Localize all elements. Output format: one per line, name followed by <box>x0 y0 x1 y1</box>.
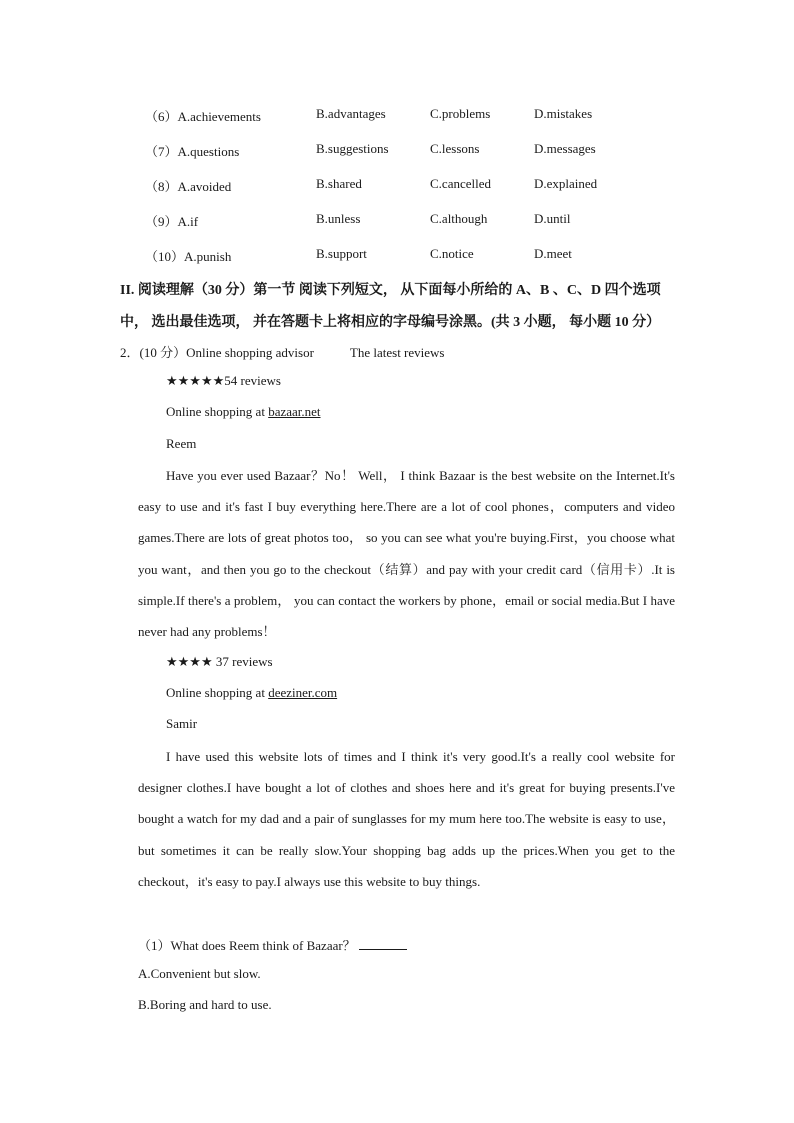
option-8-c: C.cancelled <box>430 176 491 191</box>
option-10-c: C.notice <box>430 246 474 261</box>
option-row-8: （8）A.avoided <box>145 179 232 194</box>
review2-text: I have used this website lots of times and I think it's very good.It's a really cool website for designer clothes.I have bought a lot of clothes and shoes here and it's great for buying presents.I've bought a watch for my dad and a pair of sunglasses for my mum here too.The website is easy to use，but sometimes it can be really slow.Your shopping bag adds up the prices.When you get to the checkout，it's easy to pay.I always use this website to buy things. <box>138 749 675 889</box>
option-6-c: C.problems <box>430 106 491 121</box>
choice-b: B.Boring and hard to use. <box>138 997 272 1012</box>
option-6-b: B.advantages <box>316 106 386 121</box>
option-8-b: B.shared <box>316 176 362 191</box>
option-row-6: （6）A.achievements <box>145 109 261 124</box>
answer-blank[interactable] <box>359 938 407 950</box>
review1-site: Online shopping at bazaar.net <box>166 404 321 419</box>
option-row-9: （9）A.if <box>145 214 199 229</box>
section-heading-line2: 中， 选出最佳选项， 并在答题卡上将相应的字母编号涂黑。(共 3 小题， 每小题 10 分） <box>120 315 661 330</box>
option-10-b: B.support <box>316 246 367 261</box>
option-row-7: （7）A.questions <box>145 144 240 159</box>
question-title: 2．(10 分）Online shopping advisor <box>120 345 314 360</box>
option-9-c: C.although <box>430 211 488 226</box>
review1-rating: ★★★★★54 reviews <box>166 373 281 388</box>
choice-a: A.Convenient but slow. <box>138 966 261 981</box>
option-row-10: （10）A.punish <box>145 249 232 264</box>
option-8-d: D.explained <box>534 176 598 191</box>
option-10-d: D.meet <box>534 246 572 261</box>
review1-author: Reem <box>166 436 197 451</box>
review2-rating: ★★★★ 37 reviews <box>166 654 273 669</box>
option-9-d: D.until <box>534 211 571 226</box>
question-header <box>120 342 444 361</box>
option-9-b: B.unless <box>316 211 361 226</box>
question-subtitle: The latest reviews <box>349 345 445 360</box>
option-6-d: D.mistakes <box>534 106 593 121</box>
option-7-d: D.messages <box>534 141 596 156</box>
option-7-b: B.suggestions <box>316 141 389 156</box>
review2-author: Samir <box>166 716 198 731</box>
review1-site-link[interactable]: bazaar.net <box>268 404 321 419</box>
review2-site: Online shopping at deeziner.com <box>166 685 338 700</box>
sub-question: （1）What does Reem think of Bazaar？ <box>138 935 407 954</box>
section-heading-line1: II. 阅读理解（30 分）第一节 阅读下列短文， 从下面每小所给的 A、B 、C、D 四个选项 <box>120 283 661 298</box>
option-7-c: C.lessons <box>430 141 480 156</box>
review1-text: Have you ever used Bazaar？No！ Well， I think Bazaar is the best website on the Internet.It's easy to use and it's fast I buy everything here.There are a lot of cool phones，computers and video games.There are lots of great photos too， so you can see what you're buying.First，you choose what you want，and then you go to the checkout（结算）and pay with your credit card（信用卡）.It is simple.If there's a problem， you can contact the workers by phone，email or social media.But I have never had any problems！ <box>138 468 675 640</box>
review2-site-link[interactable]: deeziner.com <box>268 685 338 700</box>
